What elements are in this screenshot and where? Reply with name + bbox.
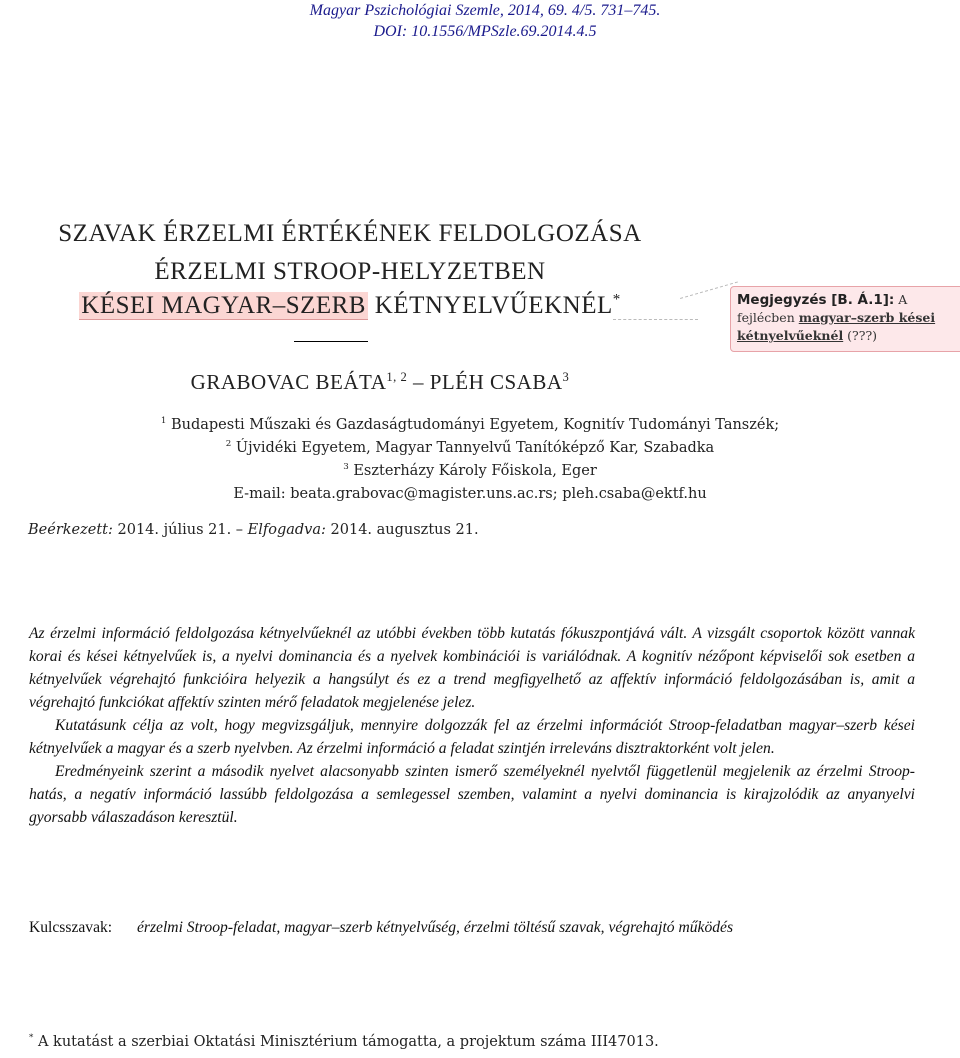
- authors: [0, 370, 760, 395]
- affiliation-2: [0, 437, 940, 459]
- author-separator: –: [407, 370, 430, 394]
- accepted-date: 2014. augusztus 21.: [325, 522, 479, 538]
- footnote-marker: *: [29, 1033, 34, 1044]
- journal-citation: Magyar Pszichológiai Szemle, 2014, 69. 4/5. 731–745.: [309, 2, 661, 19]
- received-date: 2014. július 21. –: [112, 522, 248, 538]
- comment-label: Megjegyzés [B. Á.1]:: [737, 292, 895, 308]
- accepted-label: Elfogadva:: [247, 522, 326, 538]
- title-footnote-marker[interactable]: *: [612, 291, 621, 308]
- footnote-text: A kutatást a szerbiai Oktatási Minisztérium támogatta, a projektum száma III47013.: [37, 1034, 659, 1050]
- title-line-2: ÉRZELMI STROOP-HELYZETBEN: [154, 258, 546, 285]
- review-comment[interactable]: [730, 286, 960, 352]
- received-label: Beérkezett:: [28, 522, 113, 538]
- title-line-3: [0, 292, 700, 320]
- title-highlighted-text[interactable]: KÉSEI MAGYAR–SZERB: [81, 292, 366, 319]
- author-2-affil: 3: [562, 370, 570, 384]
- affiliation-3-marker: 3: [343, 462, 349, 473]
- dates: [28, 522, 479, 538]
- comment-link[interactable]: magyar–szerb kései kétnyelvűeknél: [737, 310, 936, 343]
- footnote: [29, 1034, 659, 1050]
- affiliation-1: [0, 414, 940, 436]
- author-2: PLÉH CSABA: [429, 370, 563, 394]
- author-1: GRABOVAC BEÁTA: [190, 370, 387, 394]
- abstract-paragraph-3: Eredményeink szerint a második nyelvet alacsonyabb szinten ismerő személyeknél nyelvtől függetlenül megjelenik az érzelmi Stroop-hatás, a negatív információ lassúbb feldolgozása a semlegessel szemben, valamint a nyelvi dominancia is kirajzolódik az anyanyelvi gyorsabb válaszadáson keresztül.: [29, 763, 915, 826]
- affiliation-1-text: Budapesti Műszaki és Gazdaságtudományi Egyetem, Kognitív Tudományi Tanszék;: [166, 417, 780, 433]
- email: E-mail: beata.grabovac@magister.uns.ac.rs; pleh.csaba@ektf.hu: [233, 486, 707, 502]
- affiliation-3: [0, 460, 940, 482]
- abstract-paragraph-2: Kutatásunk célja az volt, hogy megvizsgáljuk, mennyire dolgozzák fel az érzelmi információt Stroop-feladatban magyar–szerb kései kétnyelvűek a magyar és a szerb nyelvben. Az érzelmi információ a feladat szintjén irreleváns disztraktorként volt jelen.: [29, 717, 915, 757]
- journal-doi: DOI: 10.1556/MPSzle.69.2014.4.5: [373, 23, 597, 40]
- affiliation-2-marker: 2: [225, 439, 232, 450]
- affiliation-3-text: Eszterházy Károly Főiskola, Eger: [348, 463, 597, 479]
- comment-connector: [613, 319, 698, 320]
- keywords-label: Kulcsszavak:: [29, 919, 113, 936]
- title-rule: [294, 341, 368, 342]
- journal-header: [280, 0, 690, 42]
- title-line-1: SZAVAK ÉRZELMI ÉRTÉKÉNEK FELDOLGOZÁSA: [58, 220, 642, 247]
- affiliation-1-marker: 1: [160, 416, 167, 427]
- author-1-affil: 1, 2: [386, 370, 408, 384]
- title-line-3-rest: KÉTNYELVŰEKNÉL: [368, 292, 613, 319]
- affiliation-2-text: Újvidéki Egyetem, Magyar Tannyelvű Tanítóképző Kar, Szabadka: [231, 440, 715, 456]
- comment-text-before: A fejlécben: [737, 292, 908, 325]
- keywords-text: érzelmi Stroop-feladat, magyar–szerb kétnyelvűség, érzelmi töltésű szavak, végrehajtó működés: [137, 919, 734, 936]
- comment-text-after: (???): [843, 328, 878, 343]
- abstract: [29, 622, 915, 829]
- abstract-paragraph-1: Az érzelmi információ feldolgozása kétnyelvűeknél az utóbbi években több kutatás fókuszpontjává vált. A vizsgált csoportok között vannak korai és kései kétnyelvűek is, a nyelvi dominancia és a nyelvek kombinációi is variálódnak. A kognitív nézőpont képviselői sok esetben a kétnyelvűek végrehajtó funkcióira helyezik a hangsúlyt és ez a trend megfigyelhető az affektív információ feldolgozásában is, amit a végrehajtó funkciókat affektív szinten mérő feladatok megjelenése jelez.: [29, 625, 915, 711]
